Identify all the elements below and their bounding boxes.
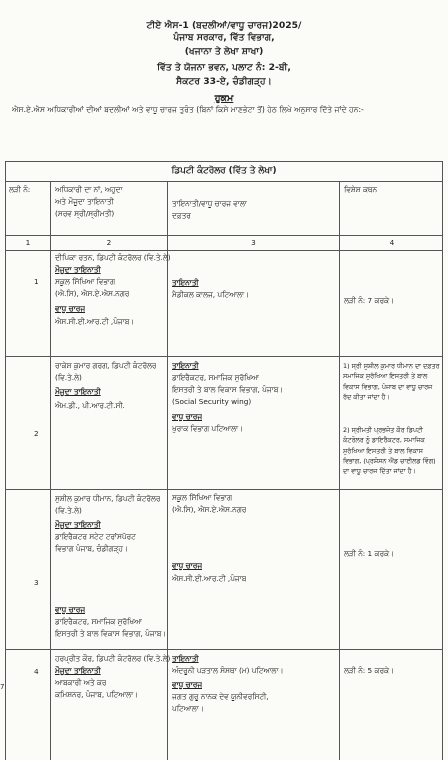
row-2-posting-line1: ਡਾਇਰੈਕਟਰ, ਸਮਾਜਿਕ ਸੁਰੱਖਿਆ [172,373,259,382]
row-2-current-label: ਮੌਜੂਦਾ ਤਾਇਨਾਤੀ [55,387,101,396]
officer-header-line2: ਅਤੇ ਮੌਜੂਦਾ ਤਾਇਨਾਤੀ [55,197,114,206]
row-3-officer-name-line1: ਸੁਸ਼ੀਲ ਕੁਮਾਰ ਧੀਮਾਨ, ਡਿਪਟੀ ਕੰਟਰੋਲਰ [55,494,161,503]
row-1-posting-label: ਤਾਇਨਾਤੀ [172,278,199,287]
column-number-2: 2 [106,238,112,247]
row-1-extra-label: ਵਾਧੂ ਚਾਰਜ [55,304,86,313]
row-4-posting-line1: ਅੰਦਰੂਨੀ ਪੜਤਾਲ ਸੰਸਥਾ (ਮ) ਪਟਿਆਲਾ। [172,666,284,675]
row-3-officer-name-line2: (ਵਿ.ਤੇ.ਲੇ) [55,506,82,515]
row-3-posting-extra-label: ਵਾਧੂ ਚਾਰਜ [172,561,203,570]
row-3-current-label: ਮੌਜੂਦਾ ਤਾਇਨਾਤੀ [55,520,101,529]
branch-name: (ਖਜਾਨਾ ਤੇ ਲੇਖਾ ਸ਼ਾਖਾ) [184,46,264,57]
government-department: ਪੰਜਾਬ ਸਰਕਾਰ, ਵਿੱਤ ਵਿਭਾਗ, [173,32,275,43]
column-number-3: 3 [251,238,256,247]
row-3-posting-extra-line1: ਐਸ.ਸੀ.ਈ.ਆਰ.ਟੀ ,ਪੰਜਾਬ [172,574,247,583]
row-4-extra-line1: ਜਗਤ ਗੁਰੂ ਨਾਨਕ ਦੇਵ ਯੂਨੀਵਰਸਿਟੀ, [172,692,269,701]
row-3-extra-line1: ਡਾਇਰੈਕਟਰ, ਸਮਾਜਿਕ ਸੁਰੱਖਿਆ [55,617,142,626]
row-3-extra-label: ਵਾਧੂ ਚਾਰਜ [55,605,86,614]
row-4-current-line2: ਕਮਿਸ਼ਨਰ, ਪੰਜਾਬ, ਪਟਿਆਲਾ। [55,690,139,699]
posting-header-line1: ਤਾਇਨਾਤੀ/ਵਾਧੂ ਚਾਰਜ ਵਾਲਾ [172,199,247,208]
column-number-4: 4 [389,238,395,247]
row-2-posting-label: ਤਾਇਨਾਤੀ [172,361,199,370]
row-1-officer-name: ਦੀਪਿਕਾ ਰਤਨ, ਡਿਪਟੀ ਕੰਟਰੋਲਰ (ਵਿ.ਤੇ.ਲੇ) [55,253,171,262]
margin-mark: 7 [0,683,5,691]
row-1-current-line1: ਸਕੂਲ ਸਿੱਖਿਆ ਵਿਭਾਗ [55,277,116,286]
row-1-current-line2: (ਐ.ਸਿ), ਐਸ.ਏ.ਐਸ.ਨਗਰ [55,289,130,298]
row-4-current-label: ਮੌਜੂਦਾ ਤਾਇਨਾਤੀ [55,666,101,675]
officer-header-line1: ਅਧਿਕਾਰੀ ਦਾ ਨਾਂ, ਅਹੁਦਾ [55,185,123,194]
row-3-remarks: ਲੜੀ ਨੰ: 1 ਕਰਕੇ। [344,549,394,558]
office-address: ਵਿੱਤ ਤੇ ਯੋਜਨਾ ਭਵਨ, ਪਲਾਟ ਨੰ: 2-ਬੀ, [157,62,291,73]
row-1-serial: 1 [34,277,39,286]
row-4-serial: 4 [34,667,39,676]
row-2-posting-line3: (Social Security wing) [172,397,252,406]
order-reference: ਟੀਏ ਐਸ-1 (ਬਦਲੀਆਂ/ਵਾਧੂ ਚਾਰਜ)2025/ [146,20,302,31]
order-intro: ਐਸ.ਏ.ਐਸ ਅਧਿਕਾਰੀਆਂ ਦੀਆਂ ਬਦਲੀਆਂ ਅਤੇ ਵਾਧੂ ਚਾਰਜ ਤੁਰੰਤ (ਬਿਨਾਂ ਕਿਸੇ ਮਾਣਭੇਟਾ ਤੋਂ) ਹੇਠ ਲਿਖੇ ਅਨੁਸਾਰ ਦਿੱਤੇ ਜਾਂਦੇ ਹਨ:- [12,105,364,114]
posting-header-line2: ਦਫ਼ਤਰ [172,211,191,220]
row-3-current-line1: ਡਾਇਰੈਕਟਰ ਸਟੇਟ ਟਰਾਂਸਪੋਰਟ [55,532,136,541]
office-city: ਸੈਕਟਰ 33-ਏ, ਚੰਡੀਗੜ੍ਹ। [176,76,272,87]
row-4-posting-label: ਤਾਇਨਾਤੀ [172,654,199,663]
row-3-posting-line2: (ਐ.ਸਿ), ਐਸ.ਏ.ਐਸ.ਨਗਰ [172,505,247,514]
row-3-extra-line2: ਇਸਤਰੀ ਤੇ ਬਾਲ ਵਿਕਾਸ ਵਿਭਾਗ, ਪੰਜਾਬ। [55,629,167,638]
row-2-officer-name-line1: ਰਾਕੇਸ਼ ਕੁਮਾਰ ਗਰਗ, ਡਿਪਟੀ ਕੰਟਰੋਲਰ [55,361,157,370]
serial-header: ਲੜੀ ਨੰ: [9,185,31,194]
row-3-posting-line1: ਸਕੂਲ ਸਿੱਖਿਆ ਵਿਭਾਗ [172,493,233,502]
transfer-table [5,161,443,760]
row-1-remarks: ਲੜੀ ਨੰ: 7 ਕਰਕੇ। [344,296,394,305]
remarks-header: ਵਿਸ਼ੇਸ਼ ਕਥਨ [344,185,378,194]
row-2-extra-label: ਵਾਧੂ ਚਾਰਜ [172,412,203,421]
row-2-remarks-2: 2) ਸ੍ਰੀਮਤੀ ਪ੍ਰਭਜੋਤ ਕੌਰ ਡਿਪਟੀ ਕੰਟਰੋਲਰ ਨੂੰ ਡਾਇਰੈਕਟਰ, ਸਮਾਜਿਕ ਸੁਰੱਖਿਆ ਇਸਤਰੀ ਤੇ ਬਾਲ ਵਿਕਾਸ ਵਿਭਾਗ, (ਪ੍ਰਸ਼ੰਸਨ ਐਂਡ ਚਾਈਲਡ ਵਿੰਗ) ਦਾ ਵਾਧੂ ਚਾਰਜ ਦਿੱਤਾ ਜਾਂਦਾ ਹੈ। [343,426,436,476]
row-1-extra-line1: ਐਸ.ਸੀ.ਈ.ਆਰ.ਟੀ ,ਪੰਜਾਬ। [55,317,135,326]
row-1-current-label: ਮੌਜੂਦਾ ਤਾਇਨਾਤੀ [55,265,101,274]
row-4-extra-line2: ਪਟਿਆਲਾ। [172,704,204,713]
officer-header-line3: (ਸਰਵ ਸ੍ਰੀ/ਸ੍ਰੀਮਤੀ) [55,209,115,218]
order-heading: ਹੁਕਮ [214,93,234,104]
table-title: ਡਿਪਟੀ ਕੰਟਰੋਲਰ (ਵਿੱਤ ਤੇ ਲੇਖਾ) [171,166,277,176]
row-2-current-line1: ਐਮ.ਡੀ., ਪੀ.ਆਰ.ਟੀ.ਸੀ. [55,401,125,410]
row-3-current-line2: ਵਿਭਾਗ ਪੰਜਾਬ, ਚੰਡੀਗੜ੍ਹ। [55,544,128,553]
row-1-posting-line1: ਮੈਡੀਕਲ ਕਾਲਜ, ਪਟਿਆਲਾ। [172,290,249,299]
row-4-officer-name-line1: ਹਰਪ੍ਰੀਤ ਕੌਰ, ਡਿਪਟੀ ਕੰਟਰੋਲਰ (ਵਿ.ਤੇ.ਲੇ) [55,654,171,663]
row-2-serial: 2 [34,429,39,438]
row-4-current-line1: ਆਬਕਾਰੀ ਅਤੇ ਕਰ [55,678,107,687]
row-2-officer-name-line2: (ਵਿ.ਤੇ.ਲੇ) [55,373,82,382]
row-3-serial: 3 [34,578,39,587]
row-4-remarks: ਲੜੀ ਨੰ: 5 ਕਰਕੇ। [344,666,394,675]
row-2-extra-line1: ਖੁਰਾਕ ਵਿਭਾਗ ਪਟਿਆਲਾ। [172,424,244,433]
column-number-1: 1 [25,238,31,247]
row-2-posting-line2: ਇਸਤਰੀ ਤੇ ਬਾਲ ਵਿਕਾਸ ਵਿਭਾਗ, ਪੰਜਾਬ। [172,385,284,394]
row-2-remarks-1: 1) ਸ੍ਰੀ ਸੁਸ਼ੀਲ ਕੁਮਾਰ ਧੀਮਾਨ ਦਾ ਦਫ਼ਤਰ ਸਮਾਜਿਕ ਸੁਰੱਖਿਆ ਇਸਤਰੀ ਤੇ ਬਾਲ ਵਿਕਾਸ ਵਿਭਾਗ, ਪੰਜਾਬ ਦਾ ਵਾਧੂ ਚਾਰਜ ਰੱਦ ਕੀਤਾ ਜਾਂਦਾ ਹੈ। [343,362,440,401]
row-4-extra-label: ਵਾਧੂ ਚਾਰਜ [172,680,203,689]
